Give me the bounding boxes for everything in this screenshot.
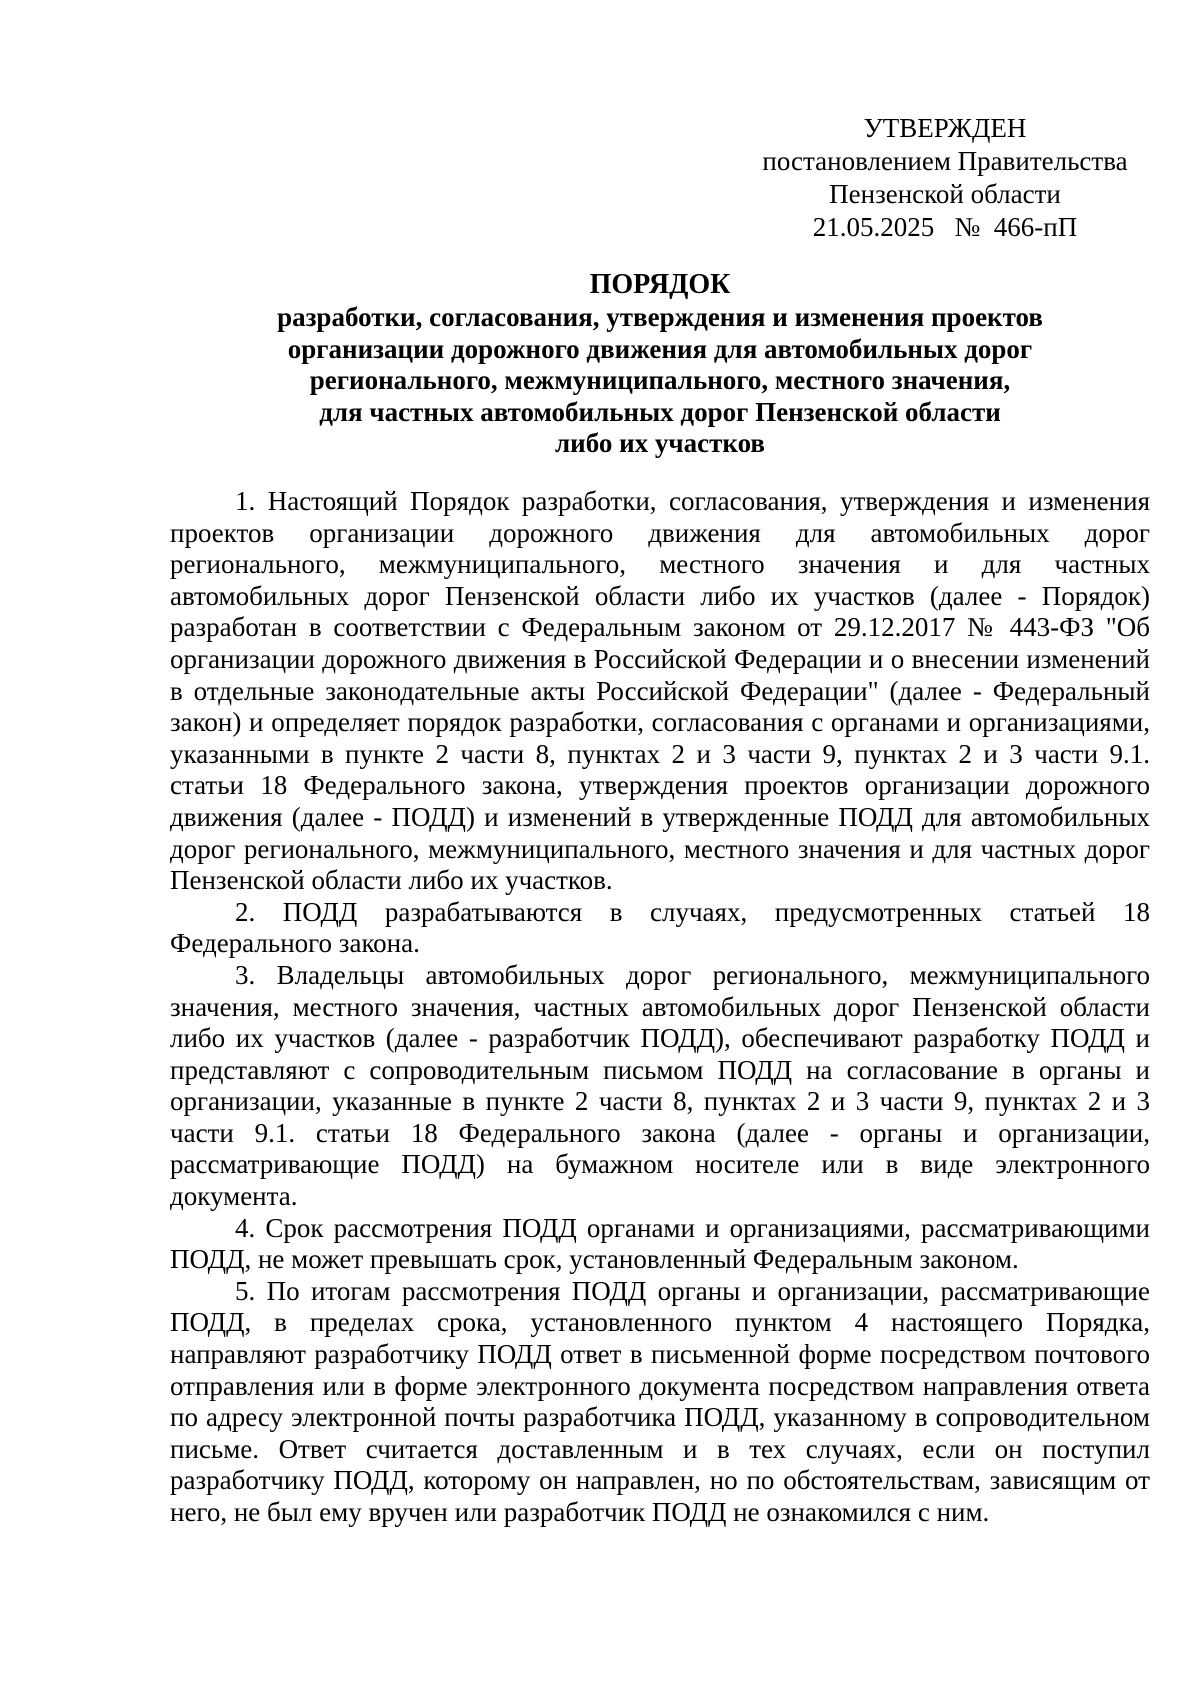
paragraph-3: 3. Владельцы автомобильных дорог регионального, межмуниципального значения, местного значения, частных автомобильных дорог Пензенской области либо их участков (далее - разработчик ПОДД), обеспечивают разработку ПОДД и представляют с сопроводительным письмом ПОДД на согласование в органы и организации, указанные в пункте 2 части 8, пунктах 2 и 3 части 9, пунктах 2 и 3 части 9.1. статьи 18 Федерального закона (далее - органы и организации, рассматривающие ПОДД) на бумажном носителе или в виде электронного документа. — [170, 959, 1150, 1212]
approval-issuer: постановлением Правительства — [762, 146, 1128, 176]
title-line-1: разработки, согласования, утверждения и изменения проектов — [277, 302, 1043, 332]
title-line-5: либо их участков — [555, 428, 765, 458]
approval-date-number: 21.05.2025 № 466-пП — [812, 212, 1078, 242]
approval-stamp — [735, 112, 1155, 244]
paragraph-5: 5. По итогам рассмотрения ПОДД органы и организации, рассматривающие ПОДД, в пределах срока, установленного пунктом 4 настоящего Порядка, направляют разработчику ПОДД ответ в письменной форме посредством почтового отправления или в форме электронного документа посредством направления ответа по адресу электронной почты разработчика ПОДД, указанному в сопроводительном письме. Ответ считается доставленным и в тех случаях, если он поступил разработчику ПОДД, которому он направлен, но по обстоятельствам, зависящим от него, не был ему вручен или разработчик ПОДД не ознакомился с ним. — [170, 1275, 1150, 1527]
title-line-4: для частных автомобильных дорог Пензенской области — [319, 396, 1001, 427]
document-title — [170, 268, 1150, 460]
approval-status: УТВЕРЖДЕН — [863, 113, 1027, 143]
paragraph-2: 2. ПОДД разрабатываются в случаях, предусмотренных статьей 18 Федерального закона. — [170, 896, 1150, 959]
paragraph-4: 4. Срок рассмотрения ПОДД органами и организациями, рассматривающими ПОДД, не может превышать срок, установленный Федеральным законом. — [170, 1212, 1150, 1275]
document-body — [170, 486, 1150, 1529]
title-line-3: регионального, межмуниципального, местного значения, — [309, 365, 1011, 395]
title-heading: ПОРЯДОК — [589, 269, 731, 300]
paragraph-1: 1. Настоящий Порядок разработки, согласования, утверждения и изменения проектов организации дорожного движения для автомобильных дорог регионального, межмуниципального, местного значения и для частных автомобильных дорог Пензенской области либо их участков (далее - Порядок) разработан в соответствии с Федеральным законом от 29.12.2017 № 443-ФЗ "Об организации дорожного движения в Российской Федерации и о внесении изменений в отдельные законодательные акты Российской Федерации" (далее - Федеральный закон) и определяет порядок разработки, согласования с органами и организациями, указанными в пункте 2 части 8, пунктах 2 и 3 части 9, пунктах 2 и 3 части 9.1. статьи 18 Федерального закона, утверждения проектов организации дорожного движения (далее - ПОДД) и изменений в утвержденные ПОДД для автомобильных дорог регионального, межмуниципального, местного значения и для частных дорог Пензенской области либо их участков. — [170, 486, 1150, 896]
approval-region: Пензенской области — [829, 179, 1061, 209]
title-line-2: организации дорожного движения для автомобильных дорог — [287, 333, 1033, 364]
